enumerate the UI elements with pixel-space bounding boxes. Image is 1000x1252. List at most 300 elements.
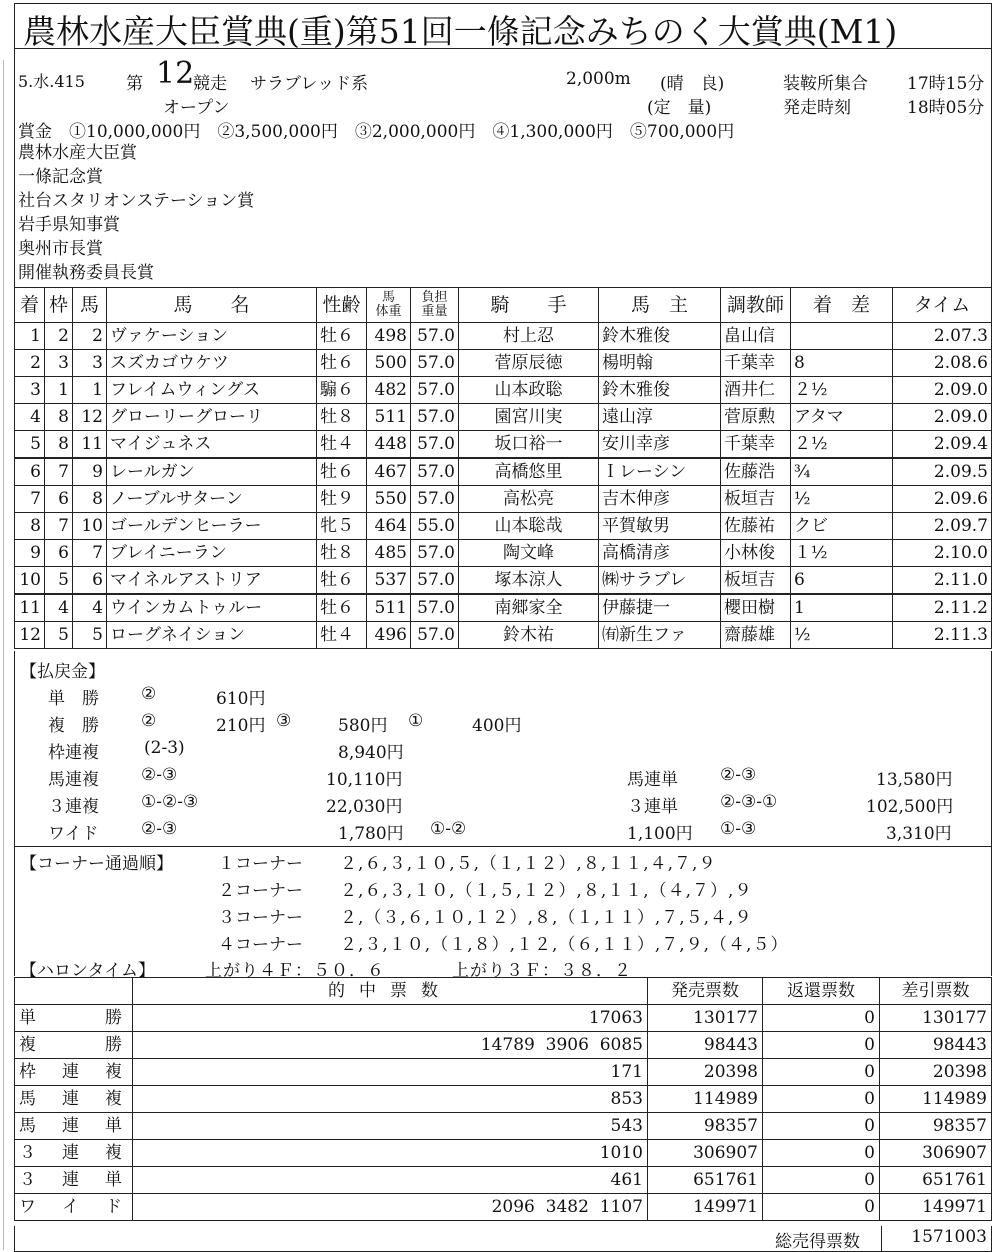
cell-horse-name: フレイムウィングス [107, 377, 317, 404]
cell-time: 2.11.2 [893, 594, 992, 622]
cell-frame: 1 [45, 377, 73, 404]
bet-type-char: 枠 [19, 1061, 36, 1082]
cell-sold: 149971 [648, 1194, 763, 1221]
cell-rank: 7 [15, 486, 45, 513]
bet-type-char: 複 [105, 1088, 122, 1109]
wide-1-amount: 1,780円 [338, 824, 404, 844]
cell-owner: 安川幸彦 [599, 431, 721, 459]
start-time: 18時05分 [907, 98, 985, 118]
cell-trainer: 小林俊 [721, 540, 791, 567]
weather-track: (晴 良) [660, 74, 725, 94]
votes-col-sold: 発売票数 [648, 978, 763, 1005]
bet-type-char: 連 [62, 1142, 79, 1163]
result-row [15, 513, 992, 540]
trifecta-amount: 102,500円 [866, 797, 954, 817]
cell-horse-no: 7 [73, 540, 107, 567]
corner-2-order: ２,６,３,１０,（１,５,１２）,８,１１,（４,７）,９ [340, 881, 753, 901]
cell-owner: 鈴木雅俊 [599, 377, 721, 404]
cell-bet-type [15, 1113, 133, 1140]
cell-burden: 57.0 [411, 486, 459, 513]
bet-type-char: 勝 [105, 1034, 122, 1055]
bet-type-char: 馬 [19, 1088, 36, 1109]
cell-time: 2.09.5 [893, 458, 992, 486]
cell-sex-age: 牡６ [317, 567, 367, 595]
cell-sex-age: 牡４ [317, 622, 367, 649]
cell-rank: 2 [15, 350, 45, 377]
cell-owner: 楊明翰 [599, 350, 721, 377]
place-3-amount: 400円 [472, 716, 522, 736]
cell-weight: 537 [367, 567, 411, 595]
cell-frame: 5 [45, 567, 73, 595]
cell-weight: 482 [367, 377, 411, 404]
bet-type-char: 連 [62, 1115, 79, 1136]
cell-weight: 467 [367, 458, 411, 486]
result-row [15, 567, 992, 595]
award-item: 開催執務委員長賞 [18, 263, 154, 283]
distance: 2,000m [566, 69, 631, 89]
result-row [15, 540, 992, 567]
cell-trainer: 佐藤浩 [721, 458, 791, 486]
cell-time: 2.08.6 [893, 350, 992, 377]
cell-burden: 57.0 [411, 594, 459, 622]
cell-trainer: 板垣吉 [721, 486, 791, 513]
win-amount: 610円 [216, 689, 266, 709]
place-2-amount: 580円 [338, 716, 388, 736]
cell-jockey: 村上忍 [459, 323, 599, 350]
award-item: 一條記念賞 [18, 167, 103, 187]
trifecta-combo: ②-③-① [720, 792, 778, 812]
cell-rank: 6 [15, 458, 45, 486]
wide-2-amount: 1,100円 [627, 824, 693, 844]
cell-horse-no: 11 [73, 431, 107, 459]
exacta-combo: ②-③ [720, 765, 757, 785]
cell-burden: 55.0 [411, 513, 459, 540]
votes-row [15, 1059, 992, 1086]
exacta-label: 馬連単 [627, 770, 678, 790]
cell-trainer: 佐藤祐 [721, 513, 791, 540]
cell-horse-no: 5 [73, 622, 107, 649]
cell-rank: 10 [15, 567, 45, 595]
results-header-row [15, 288, 992, 323]
cell-trainer: 酒井仁 [721, 377, 791, 404]
race-no-prefix: 第 [126, 74, 143, 94]
result-row [15, 486, 992, 513]
wide-3-amount: 3,310円 [886, 824, 952, 844]
quinella-label: 馬連複 [48, 770, 99, 790]
weight-rule: (定 量) [647, 98, 712, 118]
cell-horse-name: ゴールデンヒーラー [107, 513, 317, 540]
cell-horse-no: 6 [73, 567, 107, 595]
cell-burden: 57.0 [411, 540, 459, 567]
breed: サラブレッド系 [250, 74, 369, 94]
race-code: 5.水.415 [18, 72, 85, 91]
cell-sex-age: 牡６ [317, 458, 367, 486]
race-no-suffix: 競走 [193, 74, 227, 94]
cell-owner: 遠山淳 [599, 404, 721, 431]
assembly-label: 装鞍所集合 [783, 74, 868, 94]
cell-sold: 130177 [648, 1005, 763, 1032]
corner-2-label: ２コーナー [218, 881, 303, 901]
cell-owner: 吉木伸彦 [599, 486, 721, 513]
place-1-amount: 210円 [216, 716, 266, 736]
award-item: 岩手県知事賞 [18, 215, 120, 235]
cell-sex-age: 牡６ [317, 594, 367, 622]
cell-time: 2.07.3 [893, 323, 992, 350]
trio-combo: ①-②-③ [141, 792, 199, 812]
votes-col-type [15, 978, 133, 1005]
votes-header-row [15, 978, 992, 1005]
corner-4-label: ４コーナー [218, 935, 303, 955]
bet-type-char: イ [62, 1196, 79, 1217]
col-weight-top: 馬 [381, 290, 395, 305]
prize-money: 賞金 ①10,000,000円 ②3,500,000円 ③2,000,000円 ④1,300,000円 ⑤700,000円 [18, 122, 735, 142]
cell-time: 2.09.6 [893, 486, 992, 513]
col-time: タイム [893, 288, 992, 323]
cell-horse-no: 4 [73, 594, 107, 622]
bet-type-char: 複 [105, 1142, 122, 1163]
cell-rank: 5 [15, 431, 45, 459]
cell-horse-no: 12 [73, 404, 107, 431]
corner-1-order: ２,６,３,１０,５,（１,１２）,８,１１,４,７,９ [340, 854, 717, 874]
corner-3-order: ２,（３,６,１０,１２）,８,（１,１１）,７,５,４,９ [340, 908, 753, 928]
col-owner: 馬 主 [599, 288, 721, 323]
result-row [15, 377, 992, 404]
cell-refund: 0 [763, 1086, 880, 1113]
cell-weight: 500 [367, 350, 411, 377]
bet-type-char: 単 [105, 1115, 122, 1136]
corner-1-label: １コーナー [218, 854, 303, 874]
cell-margin: 8 [791, 350, 893, 377]
cell-net: 651761 [880, 1167, 992, 1194]
col-trainer: 調教師 [721, 288, 791, 323]
cell-weight: 511 [367, 594, 411, 622]
cell-weight: 550 [367, 486, 411, 513]
award-item: 農林水産大臣賞 [18, 143, 137, 163]
cell-jockey: 園宮川実 [459, 404, 599, 431]
cell-burden: 57.0 [411, 377, 459, 404]
cell-sold: 98443 [648, 1032, 763, 1059]
cell-refund: 0 [763, 1113, 880, 1140]
bet-type-char: 馬 [19, 1115, 36, 1136]
cell-rank: 12 [15, 622, 45, 649]
cell-horse-name: グローリーグローリ [107, 404, 317, 431]
cell-jockey: 高橋悠里 [459, 458, 599, 486]
cell-horse-name: マイジュネス [107, 431, 317, 459]
cell-sex-age: 牡６ [317, 323, 367, 350]
col-weight-bottom: 体重 [375, 304, 402, 319]
trio-label: ３連複 [48, 797, 99, 817]
section-divider [14, 846, 991, 847]
result-row [15, 350, 992, 377]
award-item: 社台スタリオンステーション賞 [18, 191, 255, 211]
cell-hits: 2096 3482 1107 [133, 1194, 648, 1221]
total-divider [881, 1226, 882, 1251]
bet-type-char: ３ [19, 1142, 36, 1163]
exacta-amount: 13,580円 [876, 770, 953, 790]
award-item: 奥州市長賞 [18, 239, 103, 259]
cell-burden: 57.0 [411, 622, 459, 649]
cell-horse-name: ヴァケーション [107, 323, 317, 350]
col-horse-no: 馬 [73, 288, 107, 323]
bet-type-char: 単 [19, 1007, 36, 1028]
bet-type-char: ワ [19, 1196, 36, 1217]
cell-sold: 651761 [648, 1167, 763, 1194]
cell-burden: 57.0 [411, 567, 459, 595]
bracket-quinella-label: 枠連複 [48, 743, 99, 763]
cell-margin: ２½ [791, 431, 893, 459]
cell-bet-type [15, 1140, 133, 1167]
place-3-combo: ① [408, 711, 424, 731]
cell-trainer: 板垣吉 [721, 567, 791, 595]
bet-type-char: ３ [19, 1169, 36, 1190]
cell-time: 2.09.4 [893, 431, 992, 459]
cell-frame: 8 [45, 431, 73, 459]
cell-rank: 4 [15, 404, 45, 431]
cell-sex-age: 牡４ [317, 431, 367, 459]
cell-net: 306907 [880, 1140, 992, 1167]
win-label: 単 勝 [48, 689, 99, 709]
race-number: 12 [156, 56, 195, 91]
cell-hits: 461 [133, 1167, 648, 1194]
payout-heading: 【払戻金】 [20, 662, 105, 682]
cell-time: 2.09.0 [893, 377, 992, 404]
votes-row [15, 1194, 992, 1221]
cell-jockey: 高松亮 [459, 486, 599, 513]
cell-refund: 0 [763, 1194, 880, 1221]
cell-margin: クビ [791, 513, 893, 540]
start-label: 発走時刻 [783, 98, 851, 118]
cell-trainer: 菅原勲 [721, 404, 791, 431]
cell-margin: ¾ [791, 458, 893, 486]
bet-type-char: 勝 [105, 1007, 122, 1028]
cell-horse-no: 2 [73, 323, 107, 350]
cell-hits: 1010 [133, 1140, 648, 1167]
cell-weight: 498 [367, 323, 411, 350]
awards-list [18, 141, 254, 285]
cell-margin: ½ [791, 622, 893, 649]
cell-time: 2.11.0 [893, 567, 992, 595]
bet-type-label [19, 1141, 128, 1166]
cell-owner: ㈱サラブレ [599, 567, 721, 595]
trifecta-label: ３連単 [627, 797, 678, 817]
cell-rank: 1 [15, 323, 45, 350]
col-jockey: 騎 手 [459, 288, 599, 323]
votes-row [15, 1032, 992, 1059]
cell-hits: 171 [133, 1059, 648, 1086]
win-combo: ② [141, 684, 157, 704]
cell-burden: 57.0 [411, 404, 459, 431]
race-title: 農林水産大臣賞典(重)第51回一條記念みちのく大賞典(M1) [23, 12, 898, 51]
cell-owner: 高橋清彦 [599, 540, 721, 567]
place-2-combo: ③ [276, 711, 292, 731]
total-row [14, 1226, 992, 1252]
col-margin: 着 差 [791, 288, 893, 323]
bet-type-char: ド [105, 1196, 122, 1217]
cell-bet-type [15, 1194, 133, 1221]
wide-1-combo: ②-③ [141, 819, 178, 839]
cell-hits: 14789 3906 6085 [133, 1032, 648, 1059]
corner-4-order: ２,３,１０,（１,８）,１２,（６,１１）,７,９,（４,５） [340, 935, 789, 955]
votes-row [15, 1113, 992, 1140]
cell-sex-age: 牡８ [317, 540, 367, 567]
cell-rank: 11 [15, 594, 45, 622]
result-row [15, 458, 992, 486]
col-rank: 着 [15, 288, 45, 323]
bet-type-char: 複 [19, 1034, 36, 1055]
cell-frame: 5 [45, 622, 73, 649]
cell-sold: 114989 [648, 1086, 763, 1113]
cell-weight: 464 [367, 513, 411, 540]
result-row [15, 404, 992, 431]
last-3f: 上がり３Ｆ：３８．２ [452, 961, 632, 981]
cell-refund: 0 [763, 1167, 880, 1194]
bet-type-label [19, 1168, 128, 1193]
cell-bet-type [15, 1086, 133, 1113]
col-sex-age: 性齢 [317, 288, 367, 323]
bet-type-label [19, 1060, 128, 1085]
cell-jockey: 山本政聡 [459, 377, 599, 404]
bet-type-char: 連 [62, 1169, 79, 1190]
cell-jockey: 塚本涼人 [459, 567, 599, 595]
bet-type-label [19, 1087, 128, 1112]
cell-sold: 98357 [648, 1113, 763, 1140]
cell-weight: 485 [367, 540, 411, 567]
col-weight [367, 288, 411, 323]
cell-bet-type [15, 1005, 133, 1032]
cell-refund: 0 [763, 1140, 880, 1167]
cell-jockey: 山本聡哉 [459, 513, 599, 540]
cell-weight: 511 [367, 404, 411, 431]
bet-type-char: 複 [105, 1061, 122, 1082]
cell-frame: 7 [45, 458, 73, 486]
cell-time: 2.09.0 [893, 404, 992, 431]
cell-hits: 853 [133, 1086, 648, 1113]
cell-weight: 496 [367, 622, 411, 649]
votes-table [14, 977, 992, 1221]
left-margin-rule [3, 60, 4, 1250]
votes-col-net: 差引票数 [880, 978, 992, 1005]
cell-jockey: 菅原辰徳 [459, 350, 599, 377]
cell-hits: 17063 [133, 1005, 648, 1032]
votes-row [15, 1005, 992, 1032]
votes-row [15, 1140, 992, 1167]
result-row [15, 323, 992, 350]
cell-refund: 0 [763, 1032, 880, 1059]
cell-burden: 57.0 [411, 350, 459, 377]
cell-sex-age: 牡６ [317, 350, 367, 377]
votes-body [15, 1005, 992, 1221]
cell-hits: 543 [133, 1113, 648, 1140]
bracket-quinella-amount: 8,940円 [338, 743, 404, 763]
cell-net: 98443 [880, 1032, 992, 1059]
cell-sex-age: 騸６ [317, 377, 367, 404]
cell-frame: 2 [45, 323, 73, 350]
cell-horse-name: マイネルアストリア [107, 567, 317, 595]
cell-margin: アタマ [791, 404, 893, 431]
cell-frame: 8 [45, 404, 73, 431]
col-burden-bottom: 重量 [421, 304, 448, 319]
cell-bet-type [15, 1167, 133, 1194]
cell-refund: 0 [763, 1005, 880, 1032]
result-row [15, 622, 992, 649]
cell-frame: 6 [45, 540, 73, 567]
votes-row [15, 1086, 992, 1113]
race-class: オープン [163, 98, 230, 118]
cell-time: 2.10.0 [893, 540, 992, 567]
cell-time: 2.09.7 [893, 513, 992, 540]
cell-trainer: 櫻田樹 [721, 594, 791, 622]
votes-col-refund: 返還票数 [763, 978, 880, 1005]
cell-trainer: 千葉幸 [721, 350, 791, 377]
cell-owner: Ｉレーシン [599, 458, 721, 486]
cell-rank: 3 [15, 377, 45, 404]
cell-sex-age: 牡９ [317, 486, 367, 513]
cell-time: 2.11.3 [893, 622, 992, 649]
assembly-time: 17時15分 [907, 74, 985, 94]
bet-type-label [19, 1006, 128, 1031]
wide-label: ワイド [48, 824, 99, 844]
bet-type-label [19, 1114, 128, 1139]
quinella-amount: 10,110円 [326, 770, 403, 790]
cell-bet-type [15, 1032, 133, 1059]
cell-frame: 7 [45, 513, 73, 540]
cell-sold: 306907 [648, 1140, 763, 1167]
cell-net: 130177 [880, 1005, 992, 1032]
result-row [15, 431, 992, 459]
bet-type-label [19, 1195, 128, 1220]
cell-sex-age: 牝５ [317, 513, 367, 540]
last-4f: 上がり４Ｆ：５０．６ [205, 961, 385, 981]
cell-horse-name: ブレイニーラン [107, 540, 317, 567]
results-table [14, 287, 992, 649]
cell-burden: 57.0 [411, 431, 459, 459]
cell-frame: 3 [45, 350, 73, 377]
cell-bet-type [15, 1059, 133, 1086]
cell-horse-name: レールガン [107, 458, 317, 486]
col-horse-name: 馬 名 [107, 288, 317, 323]
cell-horse-no: 8 [73, 486, 107, 513]
cell-margin: １½ [791, 540, 893, 567]
cell-jockey: 陶文峰 [459, 540, 599, 567]
total-label: 総売得票数 [775, 1232, 860, 1252]
cell-margin [791, 323, 893, 350]
cell-net: 149971 [880, 1194, 992, 1221]
furlong-heading: 【ハロンタイム】 [20, 961, 155, 981]
cell-horse-no: 10 [73, 513, 107, 540]
corners-heading: 【コーナー通過順】 [20, 854, 173, 874]
results-body [15, 323, 992, 649]
cell-horse-name: ウインカムトゥルー [107, 594, 317, 622]
cell-owner: 平賀敏男 [599, 513, 721, 540]
trio-amount: 22,030円 [326, 797, 403, 817]
cell-frame: 4 [45, 594, 73, 622]
col-frame: 枠 [45, 288, 73, 323]
cell-rank: 8 [15, 513, 45, 540]
cell-margin: ２½ [791, 377, 893, 404]
cell-sold: 20398 [648, 1059, 763, 1086]
cell-refund: 0 [763, 1059, 880, 1086]
bracket-quinella-combo: (2-3) [144, 738, 185, 758]
votes-col-hits: 的中票数 [133, 978, 648, 1005]
corner-3-label: ３コーナー [218, 908, 303, 928]
cell-margin: 6 [791, 567, 893, 595]
cell-horse-name: ノーブルサターン [107, 486, 317, 513]
col-burden [411, 288, 459, 323]
cell-owner: ㈲新生ファ [599, 622, 721, 649]
cell-horse-no: 3 [73, 350, 107, 377]
cell-horse-no: 9 [73, 458, 107, 486]
cell-frame: 6 [45, 486, 73, 513]
